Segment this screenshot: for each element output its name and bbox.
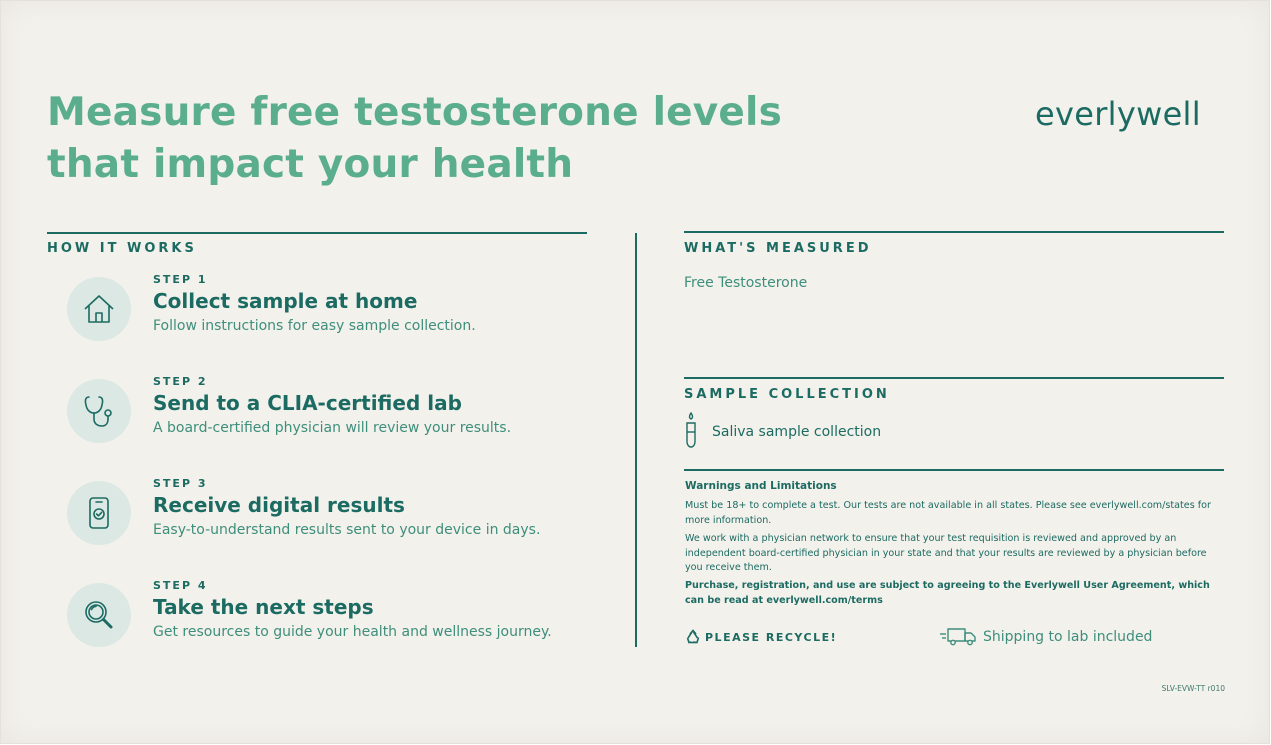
sample-collection-label: SAMPLE COLLECTION (684, 387, 890, 402)
step-number: STEP 4 (153, 579, 208, 592)
truck-icon (939, 626, 977, 646)
step-3 (67, 473, 607, 553)
step-number: STEP 3 (153, 477, 208, 490)
magnifier-icon (67, 583, 131, 647)
recycle-note (685, 628, 885, 646)
house-icon (67, 277, 131, 341)
how-it-works-rule (47, 232, 587, 234)
stethoscope-icon (67, 379, 131, 443)
warnings-rule (684, 469, 1224, 471)
warnings-paragraph-2: We work with a physician network to ensure that your test requisition is reviewed and approved by an independent board-certified physician in your state and that your results are reviewed by a physician before you receive them. (685, 533, 1207, 573)
warnings-paragraph-1: Must be 18+ to complete a test. Our tests are not available in all states. Please see everlywell.com/states for more information. (685, 500, 1211, 526)
step-title: Receive digital results (153, 493, 405, 517)
warnings-heading: Warnings and Limitations (685, 480, 837, 492)
step-description: Easy-to-understand results sent to your device in days. (153, 522, 541, 538)
step-1 (67, 269, 607, 349)
shipping-note (939, 626, 1199, 646)
step-description: Follow instructions for easy sample collection. (153, 318, 476, 334)
headline-line-2: that impact your health (47, 142, 574, 187)
step-4 (67, 575, 607, 655)
product-code: SLV-EVW-TT r010 (1161, 684, 1225, 693)
column-divider (635, 233, 637, 647)
headline-line-1: Measure free testosterone levels (47, 90, 783, 135)
sample-collection-rule (684, 377, 1224, 379)
recycle-text: PLEASE RECYCLE! (705, 631, 838, 644)
step-number: STEP 2 (153, 375, 208, 388)
step-number: STEP 1 (153, 273, 208, 286)
whats-measured-rule (684, 231, 1224, 233)
step-title: Take the next steps (153, 595, 374, 619)
step-2 (67, 371, 607, 451)
sample-collection-text: Saliva sample collection (712, 424, 882, 440)
test-tube-icon (684, 412, 698, 448)
measured-item: Free Testosterone (684, 275, 808, 291)
sample-collection-item (684, 412, 984, 448)
step-description: A board-certified physician will review your results. (153, 420, 512, 436)
warnings-paragraph-3: Purchase, registration, and use are subject to agreeing to the Everlywell User Agreement, which can be read at everlywell.com/terms (685, 580, 1210, 606)
step-title: Send to a CLIA-certified lab (153, 391, 462, 415)
step-description: Get resources to guide your health and wellness journey. (153, 624, 552, 640)
how-it-works-label: HOW IT WORKS (47, 241, 197, 256)
recycle-icon (685, 629, 701, 645)
shipping-text: Shipping to lab included (983, 629, 1153, 645)
phone-check-icon (67, 481, 131, 545)
headline (47, 87, 807, 191)
whats-measured-label: WHAT'S MEASURED (684, 241, 872, 256)
brand-logo: everlywell (1035, 95, 1201, 133)
step-title: Collect sample at home (153, 289, 418, 313)
